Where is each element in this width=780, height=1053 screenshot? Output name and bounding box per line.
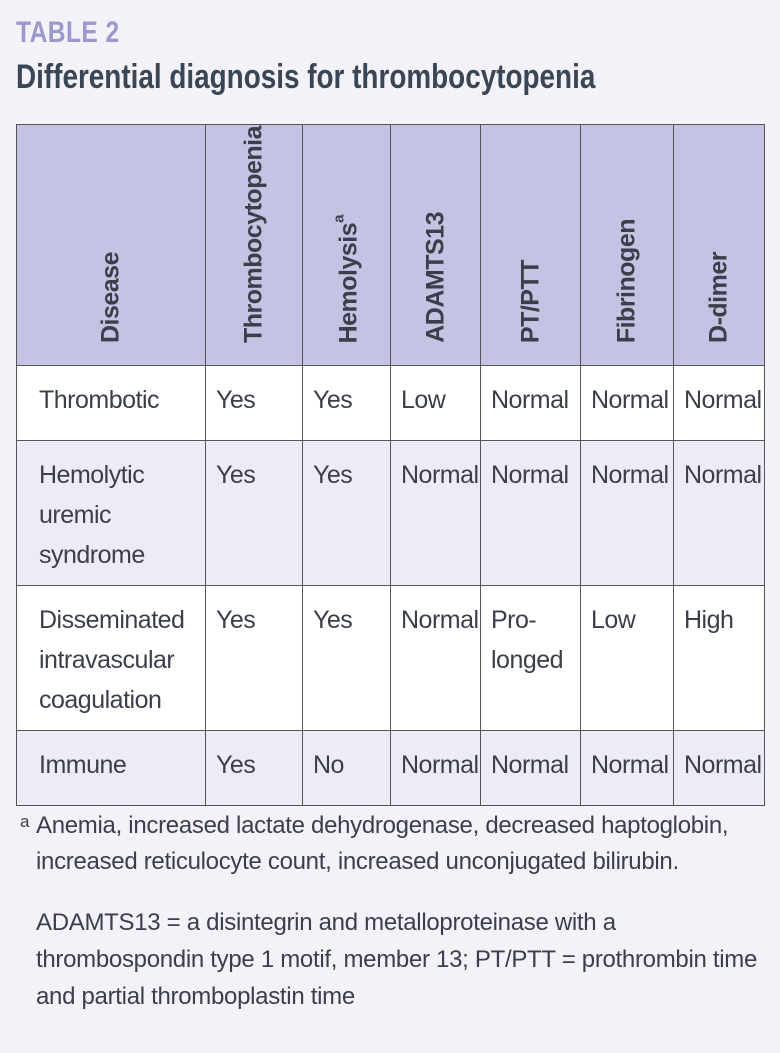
diagnosis-table [16,124,765,806]
table-row-dic [17,586,765,731]
cell-disease: Disseminated intravascular coagulation [17,586,206,731]
cell-pt-ptt: Normal [481,441,581,586]
footnote-marker: a [20,812,30,831]
column-header-fibrinogen: Fibrinogen [581,125,674,366]
cell-d-dimer: Normal [674,731,765,806]
cell-fibrinogen: Low [581,586,674,731]
cell-pt-ptt: Normal [481,366,581,441]
hemolysis-footnote-marker: a [329,214,347,223]
cell-adamts13: Low [391,366,481,441]
column-header-disease: Disease [17,125,206,366]
abbreviations-note: ADAMTS13 = a disintegrin and metalloproteinase with a thrombospondin type 1 motif, member 13; PT/PTT = prothrombin time and partial thromboplastin time [36,909,758,1010]
cell-fibrinogen: Normal [581,366,674,441]
cell-d-dimer: Normal [674,441,765,586]
cell-thrombocytopenia: Yes [206,441,303,586]
cell-disease: Thrombotic [17,366,206,441]
table-title: Differential diagnosis for thrombocytopenia [16,58,596,96]
cell-hemolysis: No [303,731,391,806]
cell-adamts13: Normal [391,731,481,806]
cell-disease: Hemolytic uremic syndrome [17,441,206,586]
column-header-d-dimer: D-dimer [674,125,765,366]
column-header-hemolysis: Hemolysis$^a$ [303,125,391,366]
column-header-adamts13: ADAMTS13 [391,125,481,366]
cell-disease: Immune [17,731,206,806]
footnote-text: Anemia, increased lactate dehydrogenase, decreased haptoglobin, increased reticulocyte count, increased unconjugated bilirubin. [36,812,729,875]
cell-fibrinogen: Normal [581,441,674,586]
cell-d-dimer: Normal [674,366,765,441]
cell-adamts13: Normal [391,586,481,731]
footnote [20,808,760,880]
cell-thrombocytopenia: Yes [206,586,303,731]
column-header-pt-ptt: PT/PTT [481,125,581,366]
cell-pt-ptt: Pro- longed [481,586,581,731]
cell-hemolysis: Yes [303,366,391,441]
table-row-immune [17,731,765,806]
cell-adamts13: Normal [391,441,481,586]
table-row-hemolytic-uremic-syndrome [17,441,765,586]
cell-hemolysis: Yes [303,586,391,731]
cell-d-dimer: High [674,586,765,731]
table-label: TABLE 2 [16,16,120,49]
header-row [17,125,765,366]
column-header-thrombocytopenia: Thrombocytopenia [206,125,303,366]
cell-thrombocytopenia: Yes [206,731,303,806]
cell-hemolysis: Yes [303,441,391,586]
cell-pt-ptt: Normal [481,731,581,806]
table-row-thrombotic [17,366,765,441]
cell-fibrinogen: Normal [581,731,674,806]
cell-thrombocytopenia: Yes [206,366,303,441]
